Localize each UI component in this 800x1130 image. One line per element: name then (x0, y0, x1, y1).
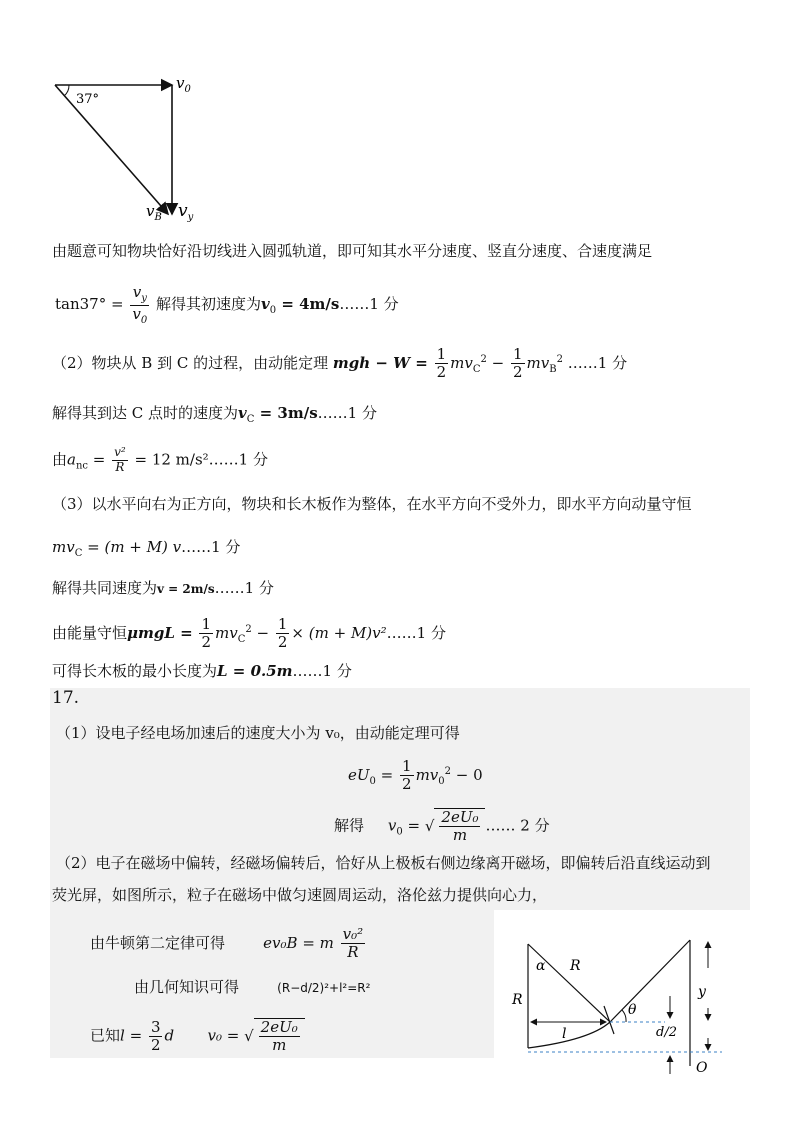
line-tan37: tan37° = $\frac{v_y}{v_0}$ 解得其初速度为$v_0$ = 4m/s……1 分 (55, 283, 399, 326)
q17-part2-line2: 荧光屏，如图所示，粒子在磁场中做匀速圆周运动，洛伦兹力提供向心力， (52, 886, 548, 904)
line-energy-conservation: 由能量守恒μmgL = $\frac{1}{2}$ $mv_C^2$ − $\frac{1}{2}$ × (m + M)v²……1 分 (52, 615, 446, 652)
line-momentum-eq: $mv_C = (m + M)$ v……1 分 (52, 538, 241, 559)
q17-part1-solution: 解得 $v_0$ = √ $\frac{\text{2eU₀}}{m}$ …… 2 分 (334, 808, 550, 845)
line-kinetic-energy: （2）物块从 B 到 C 的过程，由动能定理 mgh − W = $\frac{1}{2}$ $mv_C^2$ − $\frac{1}{2}$ $mv_B^2$ ……1 分 (52, 345, 628, 382)
angle-label: 37° (76, 92, 100, 107)
q17-newton-law: 由牛顿第二定律可得 ev₀B = m $\frac{\text{v₀²}}{R}$ (90, 925, 364, 962)
q17-part1: （1）设电子经电场加速后的速度大小为 v₀，由动能定理可得 (56, 724, 460, 742)
vB-vector (55, 85, 168, 214)
q17-part1-equation: $eU_0$ = $\frac{1}{2}$ $mv_0^2 - 0$ (348, 757, 483, 794)
question-number: 17. (52, 688, 80, 708)
svg-text:y: y (698, 984, 706, 1000)
paragraph-momentum: （3）以水平向右为正方向，物块和长木板作为整体，在水平方向不受外力，即水平方向动量守恒 (52, 495, 692, 513)
line-min-length: 可得长木板的最小长度为L = 0.5m……1 分 (52, 662, 352, 680)
svg-text:α: α (536, 958, 546, 974)
angle-arc (64, 85, 69, 96)
svg-text:θ: θ (628, 1002, 637, 1018)
vy-label: $v_y$ (178, 201, 194, 223)
svg-text:l: l (562, 1026, 567, 1042)
q17-known: 已知l = $\frac{3}{2}$ d v₀ = √ $\frac{\text{2eU₀}}{m}$ (90, 1018, 305, 1055)
v0-label: $v_0$ (176, 74, 191, 95)
line-common-velocity: 解得共同速度为v = 2m/s……1 分 (52, 579, 274, 597)
trajectory-figure (500, 928, 750, 1078)
arc-path (528, 1022, 610, 1048)
line-anc: 由$a_{nc}$ = $\frac{\text{v²}}{R}$ = 12 m/s²……1 分 (52, 445, 268, 474)
vB-label: $v_B$ (146, 202, 162, 223)
q17-geometry: 由几何知识可得 (R−d/2)²+l²=R² (134, 978, 371, 996)
q17-part2-line1: （2）电子在磁场中偏转，经磁场偏转后，恰好从上极板右侧边缘离开磁场，即偏转后沿直线运动到 (56, 854, 711, 872)
svg-text:O: O (696, 1060, 708, 1076)
velocity-triangle-figure (50, 66, 210, 226)
svg-text:R: R (512, 992, 523, 1008)
svg-text:R: R (570, 958, 581, 974)
svg-text:d/2: d/2 (656, 1025, 677, 1040)
paragraph-tangent: 由题意可知物块恰好沿切线进入圆弧轨道，即可知其水平分速度、竖直分速度、合速度满足 (52, 242, 653, 260)
line-vc: 解得其到达 C 点时的速度为$v_C$ = 3m/s……1 分 (52, 404, 377, 425)
